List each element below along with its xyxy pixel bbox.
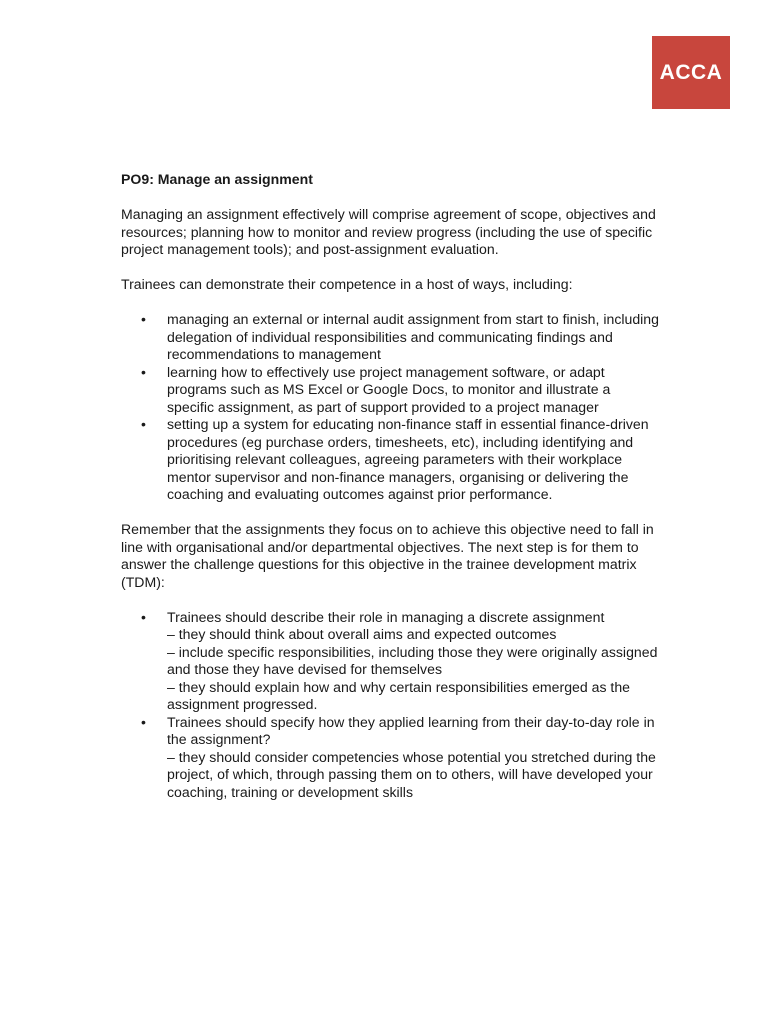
challenge-questions-list — [121, 609, 661, 802]
list-item — [121, 714, 661, 802]
list-item — [121, 609, 661, 714]
list-subline: – they should consider competencies whose potential you stretched during the project, of which, through passing them on to others, will have developed your coaching, training or development skills — [167, 748, 656, 800]
bullet-icon: • — [141, 608, 146, 625]
logo-text: ACCA — [659, 60, 723, 84]
list-item — [121, 311, 661, 364]
intro-paragraph: Managing an assignment effectively will comprise agreement of scope, objectives and resources; planning how to monitor and review progress (including the use of specific project management tools); and post-assignment evaluation. — [121, 206, 656, 257]
competence-list — [121, 311, 661, 504]
list-subline: – they should think about overall aims and expected outcomes — [167, 626, 557, 642]
bullet-icon: • — [141, 713, 146, 730]
acca-logo — [652, 36, 730, 109]
list-item — [121, 364, 661, 417]
list-item-text: managing an external or internal audit assignment from start to finish, including delegation of individual responsibilities and communicating findings and recommendations to management — [167, 311, 659, 362]
bullet-icon: • — [141, 416, 146, 432]
bullet-icon: • — [141, 311, 146, 327]
remember-paragraph: Remember that the assignments they focus on to achieve this objective need to fall in line with organisational and/or departmental objectives. The next step is for them to answer the challenge questions for this objective in the trainee development matrix (TDM): — [121, 521, 654, 590]
list-item-text: learning how to effectively use project management software, or adapt programs such as MS Excel or Google Docs, to monitor and illustrate a specific assignment, as part of support provided to a project manager — [167, 363, 611, 415]
page-title: PO9: Manage an assignment — [121, 171, 313, 187]
list-item — [121, 416, 661, 504]
list-item-text: setting up a system for educating non-finance staff in essential finance-driven procedures (eg purchase orders, timesheets, etc), including identifying and prioritising relevant colleagues, agreeing parameters with their workplace mentor supervisor and non-finance managers, organising or delivering the coaching and evaluating outcomes against prior performance. — [167, 416, 649, 502]
document-body — [121, 171, 661, 819]
list-intro-paragraph: Trainees can demonstrate their competence in a host of ways, including: — [121, 276, 573, 292]
list-subline: – include specific responsibilities, including those they were originally assigned and those they have devised for themselves — [167, 643, 658, 677]
list-item-text: Trainees should specify how they applied learning from their day-to-day role in the assignment? — [167, 713, 655, 747]
list-subline: – they should explain how and why certain responsibilities emerged as the assignment progressed. — [167, 678, 631, 712]
list-item-text: Trainees should describe their role in managing a discrete assignment — [167, 608, 605, 625]
bullet-icon: • — [141, 363, 146, 380]
